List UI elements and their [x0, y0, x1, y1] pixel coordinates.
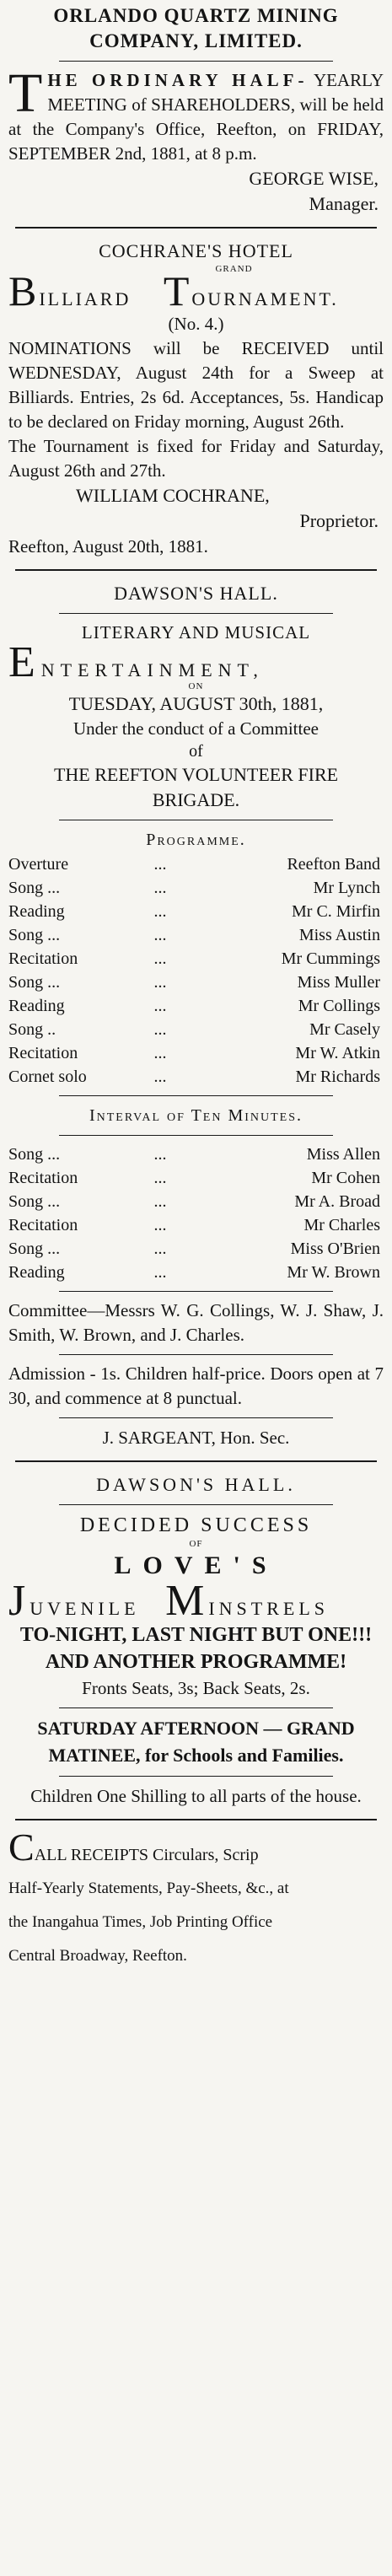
cochrane-body: NOMINATIONS will be RECEIVED until WEDNESDAY, August 24th for a Sweep at Billiards. Entries, 2s 6d. Acceptances, 5s. Handicap to be declared on Friday morning, August 26th. [8, 338, 384, 432]
programme-row [8, 923, 384, 947]
programme-item: Song ... [8, 1240, 61, 1258]
cochrane-dropcap2: T [163, 267, 192, 315]
programme-item: Recitation [8, 1216, 78, 1234]
dawson2-tonight: TO-NIGHT, LAST NIGHT BUT ONE!!! [19, 1624, 373, 1646]
section-divider [15, 227, 377, 229]
dawson1-on: ON [188, 681, 204, 691]
interval-divider2 [59, 1135, 333, 1136]
programme-item: Cornet solo [8, 1068, 87, 1086]
cochrane-word1: ILLIARD [39, 288, 132, 309]
dawson2-seats: Fronts Seats, 3s; Back Seats, 2s. [82, 1678, 310, 1698]
call-line3: the Inangahua Times, Job Printing Office [8, 1913, 273, 1931]
programme-dots: ... [153, 1263, 167, 1282]
programme-dots: ... [153, 926, 167, 944]
programme-row [8, 971, 384, 994]
programme-performer: Mr Lynch [313, 879, 380, 897]
programme-dots: ... [153, 902, 167, 921]
dawson-entertainment [8, 581, 384, 1450]
dawson2-loves: LOVE'S [114, 1552, 278, 1579]
programme-row [8, 1213, 384, 1237]
programme-dots: ... [153, 1020, 167, 1039]
call-receipts-notice [8, 1826, 384, 1973]
programme-row [8, 852, 384, 876]
programme-item: Recitation [8, 1044, 78, 1062]
programme-dots: ... [153, 997, 167, 1015]
programme-row [8, 1261, 384, 1284]
dawson2-decided: DECIDED SUCCESS [79, 1514, 313, 1536]
programme-item: Song ... [8, 879, 61, 897]
programme-row [8, 876, 384, 900]
dawson1-signature: J. SARGEANT, Hon. Sec. [102, 1428, 290, 1448]
dawson2-divider2 [59, 1707, 333, 1708]
cochrane-dropcap1: B [8, 267, 40, 315]
interval-heading: Interval of Ten Minutes. [89, 1106, 303, 1125]
dawson2-divider3 [59, 1776, 333, 1777]
programme-performer: Miss Allen [306, 1145, 380, 1164]
section-divider [15, 1819, 377, 1820]
programme-item: Song ... [8, 1192, 61, 1211]
programme-dots: ... [153, 1169, 167, 1187]
dawson1-date: TUESDAY, AUGUST 30th, 1881, [68, 693, 324, 714]
programme-performer: Reefton Band [287, 855, 380, 874]
cochrane-word2: OURNAMENT. [191, 288, 339, 309]
call-line2: Half-Yearly Statements, Pay-Sheets, &c., at [8, 1880, 289, 1897]
call-line4: Central Broadway, Reefton. [8, 1947, 187, 1965]
signature-divider [59, 1417, 333, 1418]
cochrane-notice [8, 239, 384, 559]
dawson1-of: of [189, 742, 203, 761]
call-dropcap: C [8, 1826, 35, 1869]
call-first-line [8, 1826, 384, 1872]
dawson2-dropcap1: J [8, 1577, 30, 1625]
programme-item: Reading [8, 902, 65, 921]
committee-text: Committee—Messrs W. G. Collings, W. J. Shaw, J. Smith, W. Brown, and J. Charles. [8, 1300, 384, 1345]
programme-performer: Mr W. Brown [287, 1263, 380, 1282]
programme-row [8, 947, 384, 971]
programme-item: Song ... [8, 926, 61, 944]
dawson-minstrels [8, 1472, 384, 1809]
programme-performer: Mr Casely [309, 1020, 380, 1039]
programme-performer: Mr A. Broad [294, 1192, 380, 1211]
programme-dots: ... [153, 1216, 167, 1234]
cochrane-signature: WILLIAM COCHRANE, [76, 485, 270, 506]
call-first: ALL RECEIPTS Circulars, Scrip [34, 1846, 259, 1864]
section-divider [15, 1460, 377, 1462]
cochrane-body2: The Tournament is fixed for Friday and Saturday, August 26th and 27th. [8, 436, 384, 481]
programme-row [8, 1190, 384, 1213]
programme-performer: Mr Cummings [281, 949, 380, 968]
programme-item: Recitation [8, 1169, 78, 1187]
programme-dots: ... [153, 1145, 167, 1164]
dawson1-under: Under the conduct of a Committee [73, 718, 319, 739]
committee-divider [59, 1291, 333, 1292]
programme-item: Reading [8, 997, 65, 1015]
programme-item: Reading [8, 1263, 65, 1282]
programme-performer: Mr W. Atkin [295, 1044, 380, 1062]
dawson2-title: DAWSON'S HALL. [96, 1474, 296, 1495]
programme-item: Song .. [8, 1020, 56, 1039]
programme-dots: ... [153, 949, 167, 968]
programme-dots: ... [153, 879, 167, 897]
dawson1-divider [59, 613, 333, 614]
programme-row [8, 1237, 384, 1261]
cochrane-signature-title: Proprietor. [299, 510, 379, 531]
dawson1-brigade1: THE REEFTON VOLUNTEER FIRE [53, 764, 339, 785]
programme-dots: ... [153, 1240, 167, 1258]
dawson1-title: DAWSON'S HALL. [114, 583, 278, 604]
orlando-dropcap: T [8, 62, 43, 124]
programme-dots: ... [153, 1044, 167, 1062]
orlando-signature: GEORGE WISE, [249, 168, 379, 189]
programme-dots: ... [153, 1068, 167, 1086]
programme-row [8, 1018, 384, 1041]
orlando-body-block [8, 62, 384, 166]
cochrane-title: COCHRANE'S HOTEL [99, 240, 293, 261]
programme-performer: Miss Muller [297, 973, 380, 992]
dawson2-word2: INSTRELS [208, 1598, 329, 1619]
programme-row [8, 900, 384, 923]
dawson2-divider [59, 1504, 333, 1505]
orlando-notice [8, 3, 384, 217]
dawson1-brigade2: BRIGADE. [152, 789, 240, 810]
dawson2-saturday: SATURDAY AFTERNOON — GRAND MATINEE, for Schools and Families. [37, 1718, 355, 1766]
programme-performer: Mr Charles [303, 1216, 380, 1234]
programme-item: Recitation [8, 949, 78, 968]
programme-dots: ... [153, 855, 167, 874]
cochrane-grand: GRAND [215, 264, 253, 274]
programme-row [8, 1143, 384, 1166]
dawson2-of: OF [189, 1539, 203, 1549]
programme-performer: Miss Austin [298, 926, 380, 944]
cochrane-dateline: Reefton, August 20th, 1881. [8, 536, 208, 557]
dawson2-heading [8, 1577, 384, 1625]
section-divider [15, 569, 377, 571]
programme-dots: ... [153, 973, 167, 992]
dawson1-dropcap: E [8, 638, 41, 686]
programme-row [8, 1166, 384, 1190]
programme-row [8, 994, 384, 1018]
dawson2-children: Children One Shilling to all parts of the house. [30, 1786, 362, 1806]
programme2-list [8, 1143, 384, 1284]
dawson1-subtitle: LITERARY AND MUSICAL [81, 622, 311, 643]
orlando-title-line2: COMPANY, LIMITED. [89, 30, 303, 51]
orlando-first-line: HE ORDINARY HALF- [47, 70, 309, 90]
programme-dots: ... [153, 1192, 167, 1211]
programme-item: Overture [8, 855, 69, 874]
dawson2-dropcap2: M [165, 1577, 209, 1625]
programme-item: Song ... [8, 973, 61, 992]
interval-divider [59, 1095, 333, 1096]
programme-performer: Miss O'Brien [290, 1240, 380, 1258]
dawson2-another: AND ANOTHER PROGRAMME! [45, 1651, 347, 1673]
programme-performer: Mr Collings [298, 997, 380, 1015]
dawson2-word1: UVENILE [30, 1598, 140, 1619]
cochrane-number: (No. 4.) [168, 314, 224, 334]
orlando-title-line1: ORLANDO QUARTZ MINING [53, 5, 339, 26]
dawson1-word: NTERTAINMENT, [40, 659, 264, 680]
orlando-body: YEARLY MEETING of SHAREHOLDERS, will be held at the Company's Office, Reefton, on FRIDAY, SEPTEMBER 2nd, 1881, at 8 p.m. [8, 70, 384, 164]
programme-heading: Programme. [146, 831, 246, 849]
programme-row [8, 1065, 384, 1089]
programme-performer: Mr Cohen [311, 1169, 380, 1187]
orlando-signature-title: Manager. [309, 193, 379, 214]
programme-item: Song ... [8, 1145, 61, 1164]
programme-row [8, 1041, 384, 1065]
admission-text: Admission - 1s. Children half-price. Doors open at 7 30, and commence at 8 punctual. [8, 1363, 384, 1408]
programme-list [8, 852, 384, 1089]
programme-performer: Mr Richards [295, 1068, 380, 1086]
admission-divider [59, 1354, 333, 1355]
programme-performer: Mr C. Mirfin [292, 902, 380, 921]
orlando-divider [59, 61, 333, 62]
